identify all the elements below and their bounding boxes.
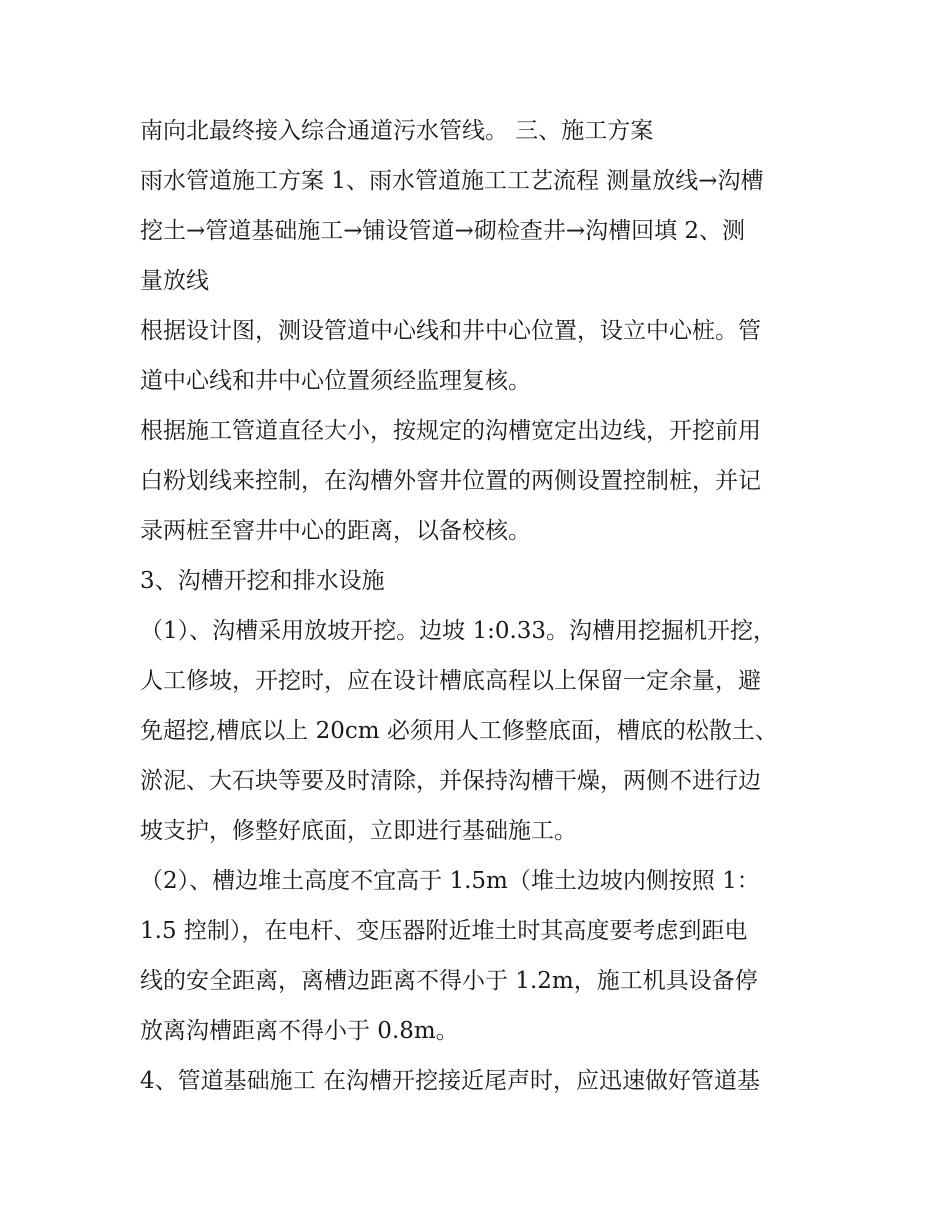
- text-line-14: 淤泥、大石块等要及时清除，并保持沟槽干燥，两侧不进行边: [140, 768, 761, 794]
- document-body: [140, 106, 820, 1106]
- text-line-11: （1）、沟槽采用放坡开挖。边坡 1:0.33。沟槽用挖掘机开挖，: [140, 618, 777, 644]
- text-line-1: 南向北最终接入综合通道污水管线。 三、施工方案: [140, 118, 654, 144]
- text-line-7: 根据施工管道直径大小，按规定的沟槽宽定出边线，开挖前用: [140, 418, 761, 444]
- text-line-19: 放离沟槽距离不得小于 0.8m。: [140, 1018, 459, 1044]
- text-line-2: 雨水管道施工方案 1、雨水管道施工工艺流程 测量放线→沟槽: [140, 168, 764, 194]
- text-line-6: 道中心线和井中心位置须经监理复核。: [140, 368, 531, 394]
- text-line-15: 坡支护，修整好底面，立即进行基础施工。: [140, 818, 577, 844]
- text-line-18: 线的安全距离，离槽边距离不得小于 1.2m，施工机具设备停: [140, 968, 758, 994]
- text-line-9: 录两桩至窨井中心的距离，以备校核。: [140, 518, 531, 544]
- text-line-8: 白粉划线来控制，在沟槽外窨井位置的两侧设置控制桩，并记: [140, 468, 761, 494]
- text-line-3: 挖土→管道基础施工→铺设管道→砌检查井→沟槽回填 2、测: [140, 218, 746, 244]
- text-line-16: （2）、槽边堆土高度不宜高于 1.5m（堆土边坡内侧按照 1：: [140, 868, 760, 894]
- section-heading-3: 3、沟槽开挖和排水设施: [140, 568, 385, 594]
- text-line-4: 量放线: [140, 268, 209, 294]
- section-heading-4: 4、管道基础施工 在沟槽开挖接近尾声时，应迅速做好管道基: [140, 1068, 760, 1094]
- text-line-12: 人工修坡，开挖时，应在设计槽底高程以上保留一定余量，避: [140, 668, 761, 694]
- text-line-5: 根据设计图，测设管道中心线和井中心位置，设立中心桩。管: [140, 318, 761, 344]
- text-line-13: 免超挖,槽底以上 20cm 必须用人工修整底面，槽底的松散土、: [140, 718, 778, 744]
- text-line-17: 1.5 控制），在电杆、变压器附近堆土时其高度要考虑到距电: [140, 918, 748, 944]
